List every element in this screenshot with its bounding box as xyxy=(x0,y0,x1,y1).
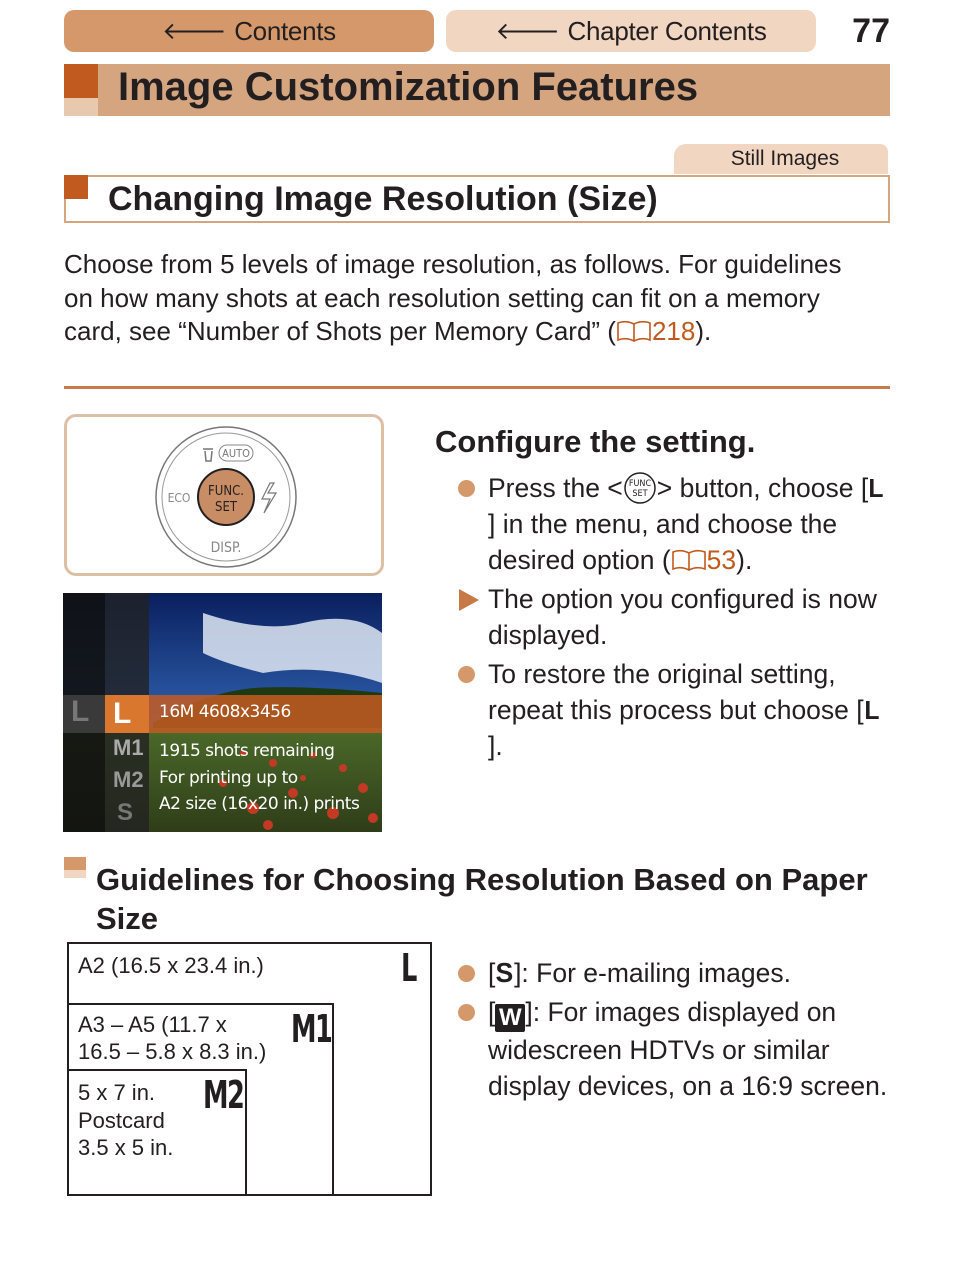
page-reference-link[interactable]: 218 xyxy=(651,316,696,346)
paper-postcard-label: Postcard xyxy=(78,1108,165,1133)
svg-text:FUNC.: FUNC. xyxy=(208,484,244,499)
lcd-print-info: For printing up to xyxy=(159,768,298,788)
arrow-left-icon: 🡐 xyxy=(495,18,560,45)
lcd-print-size: A2 size (16x20 in.) prints xyxy=(159,794,360,814)
lcd-resolution-info: 16M 4608x3456 xyxy=(159,702,291,722)
svg-text:AUTO: AUTO xyxy=(222,447,250,460)
page-title: Image Customization Features xyxy=(118,65,699,109)
lcd-menu-item[interactable]: M1 xyxy=(113,735,144,760)
resolution-medium1-icon: M1 xyxy=(291,1007,332,1051)
paper-small-box xyxy=(67,1069,247,1196)
lcd-menu-item[interactable]: L xyxy=(113,697,132,730)
section-title: Changing Image Resolution (Size) xyxy=(108,180,658,218)
section-marker xyxy=(64,175,88,199)
step-result: The option you configured is now displayed. xyxy=(458,581,888,653)
bullet-dot-icon xyxy=(458,1004,475,1021)
guidelines-title: Guidelines for Choosing Resolution Based on Paper Size xyxy=(96,862,868,936)
control-dial-icon xyxy=(153,425,299,569)
contents-nav-label: Contents xyxy=(234,15,336,46)
resolution-large-icon: L xyxy=(868,473,884,503)
control-dial-illustration xyxy=(64,414,384,576)
still-images-tab: Still Images xyxy=(674,144,888,174)
bullet-dot-icon xyxy=(458,965,475,982)
paper-3x5-label: 3.5 x 5 in. xyxy=(78,1135,174,1160)
resolution-large-icon: L xyxy=(401,946,416,990)
book-icon xyxy=(616,319,652,343)
paper-5x7-label: 5 x 7 in. xyxy=(78,1080,156,1105)
title-marker xyxy=(64,64,98,98)
contents-nav-button[interactable] xyxy=(64,10,434,52)
resolution-widescreen-icon: W xyxy=(495,1004,525,1032)
intro-paragraph xyxy=(64,248,864,349)
svg-text:SET: SET xyxy=(215,500,237,515)
arrow-left-icon: 🡐 xyxy=(162,18,227,45)
bullet-dot-icon xyxy=(458,480,475,497)
guideline-bullet-small: [S]: For e-mailing images. xyxy=(458,955,888,991)
camera-lcd-screen xyxy=(63,593,382,832)
book-icon xyxy=(671,548,707,572)
step-bullet: Press the < FUNC SET > button, choose [L] in the menu, and choose the desired option ( 53). xyxy=(458,470,888,578)
step-bullet-list xyxy=(458,470,888,767)
resolution-large-icon: L xyxy=(864,695,880,725)
paper-a3-label-line2: 16.5 – 5.8 x 8.3 in.) xyxy=(78,1039,267,1064)
divider xyxy=(64,386,890,389)
paper-a2-label: A2 (16.5 x 23.4 in.) xyxy=(78,953,264,978)
paper-size-diagram xyxy=(67,942,432,1196)
lcd-menu-item[interactable]: S xyxy=(117,799,134,826)
bullet-dot-icon xyxy=(458,666,475,683)
guidelines-bullet-list xyxy=(458,955,888,1107)
svg-text:FUNC: FUNC xyxy=(628,479,651,489)
chapter-contents-nav-button[interactable] xyxy=(446,10,816,52)
intro-text: Choose from 5 levels of image resolution, as follows. For guidelines on how many shots at each resolution setting can fit on a memory card, see “Number of Shots per Memory Card” ( xyxy=(64,249,842,346)
result-arrow-icon xyxy=(459,589,479,611)
lcd-left-item: L xyxy=(71,695,90,728)
step-title: Configure the setting. xyxy=(435,424,756,459)
guideline-bullet-widescreen: [ W ]: For images displayed on widescreen HDTVs or similar display devices, on a 16:9 screen. xyxy=(458,994,888,1104)
resolution-medium2-icon: M2 xyxy=(203,1073,244,1117)
paper-a3-label-line1: A3 – A5 (11.7 x xyxy=(78,1012,227,1037)
svg-text:ECO: ECO xyxy=(167,491,191,505)
page-reference-link[interactable]: 53 xyxy=(706,545,737,575)
svg-text:SET: SET xyxy=(632,489,648,499)
lcd-shots-remaining: 1915 shots remaining xyxy=(159,741,335,761)
lcd-menu-item[interactable]: M2 xyxy=(113,767,144,792)
page-number: 77 xyxy=(852,12,890,50)
intro-closing: ). xyxy=(695,316,712,346)
title-marker-shadow xyxy=(64,98,98,116)
subsection-marker-shadow xyxy=(64,870,86,878)
chapter-contents-nav-label: Chapter Contents xyxy=(567,15,767,46)
resolution-small-icon: S xyxy=(495,957,514,988)
step-bullet: To restore the original setting, repeat this process but choose [L]. xyxy=(458,656,888,764)
svg-text:DISP.: DISP. xyxy=(210,540,242,556)
func-set-button-icon xyxy=(623,471,657,505)
